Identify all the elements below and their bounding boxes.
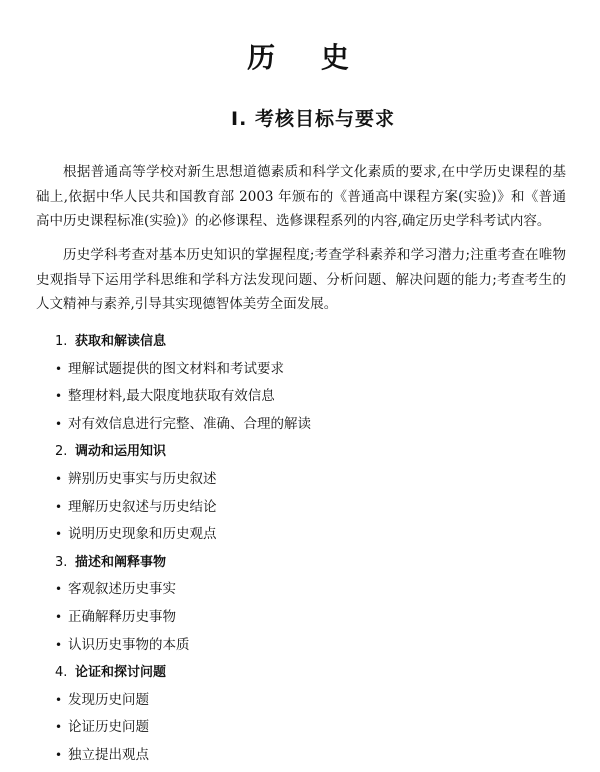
group-number: 3. bbox=[55, 554, 68, 570]
group-number: 2. bbox=[55, 444, 68, 460]
list-item bbox=[36, 356, 566, 384]
group-heading-text: 获取和解读信息 bbox=[75, 334, 167, 349]
list-item-text: 辨别历史事实与历史叙述 bbox=[68, 470, 217, 487]
list-item-text: 论证历史问题 bbox=[68, 719, 149, 736]
list-item-text: 理解试题提供的图文材料和考试要求 bbox=[68, 360, 284, 377]
list-item-text: 整理材料,最大限度地获取有效信息 bbox=[68, 388, 275, 405]
list-item bbox=[36, 521, 566, 549]
list-item-text: 发现历史问题 bbox=[68, 691, 149, 708]
group-heading bbox=[36, 328, 566, 356]
list-item bbox=[36, 576, 566, 604]
list-item-text: 说明历史现象和历史观点 bbox=[68, 526, 217, 543]
bullet-icon: • bbox=[55, 471, 63, 486]
paragraph-intro: 根据普通高等学校对新生思想道德素质和科学文化素质的要求,在中学历史课程的基础上,依据中华人民共和国教育部 2003 年颁布的《普通高中课程方案(实验)》和《普通高中历史课程标准(实验)》的必修课程、选修课程系列的内容,确定历史学科考试内容。 bbox=[36, 164, 566, 229]
bullet-icon: • bbox=[55, 720, 63, 735]
group-heading-text: 论证和探讨问题 bbox=[75, 665, 167, 681]
group-heading-text: 调动和运用知识 bbox=[75, 444, 167, 460]
bullet-icon: • bbox=[55, 389, 63, 404]
bullet-icon: • bbox=[55, 527, 63, 542]
list-item-text: 客观叙述历史事实 bbox=[68, 581, 176, 598]
list-item bbox=[36, 411, 566, 439]
bullet-icon: • bbox=[55, 499, 63, 514]
section-title: Ⅰ. 考核目标与要求 bbox=[231, 108, 395, 130]
list-item-text: 对有效信息进行完整、准确、合理的解读 bbox=[68, 415, 311, 432]
bullet-icon: • bbox=[55, 416, 63, 431]
bullet-icon: • bbox=[55, 361, 63, 376]
list-item bbox=[36, 383, 566, 411]
group-number: 4. bbox=[55, 665, 68, 681]
list-item-text: 认识历史事物的本质 bbox=[68, 636, 190, 653]
bullet-icon: • bbox=[55, 582, 63, 597]
list-item-text: 正确解释历史事物 bbox=[68, 608, 176, 625]
bullet-icon: • bbox=[55, 609, 63, 624]
group-heading bbox=[36, 659, 566, 687]
list-item bbox=[36, 687, 566, 715]
group-heading bbox=[36, 549, 566, 577]
list-item bbox=[36, 632, 566, 660]
list-item-text: 理解历史叙述与历史结论 bbox=[68, 498, 217, 515]
list-item bbox=[36, 742, 566, 770]
group-heading bbox=[36, 438, 566, 466]
list-item bbox=[36, 604, 566, 632]
paragraph-objectives: 历史学科考查对基本历史知识的掌握程度;考查学科素养和学习潜力;注重考查在唯物史观指导下运用学科思维和学科方法发现问题、分析问题、解决问题的能力;考查考生的人文精神与素养,引导其实现德智体美劳全面发展。 bbox=[36, 247, 566, 312]
group-number: 1. bbox=[55, 334, 68, 349]
list-item-text: 独立提出观点 bbox=[68, 746, 149, 763]
group-heading-text: 描述和阐释事物 bbox=[75, 554, 167, 570]
bullet-icon: • bbox=[55, 637, 63, 652]
page-title: 历 史 bbox=[247, 41, 367, 74]
list-item bbox=[36, 494, 566, 522]
bullet-icon: • bbox=[55, 692, 63, 707]
list-item bbox=[36, 466, 566, 494]
bullet-icon: • bbox=[55, 747, 63, 762]
objectives-list bbox=[36, 328, 566, 770]
list-item bbox=[36, 714, 566, 742]
